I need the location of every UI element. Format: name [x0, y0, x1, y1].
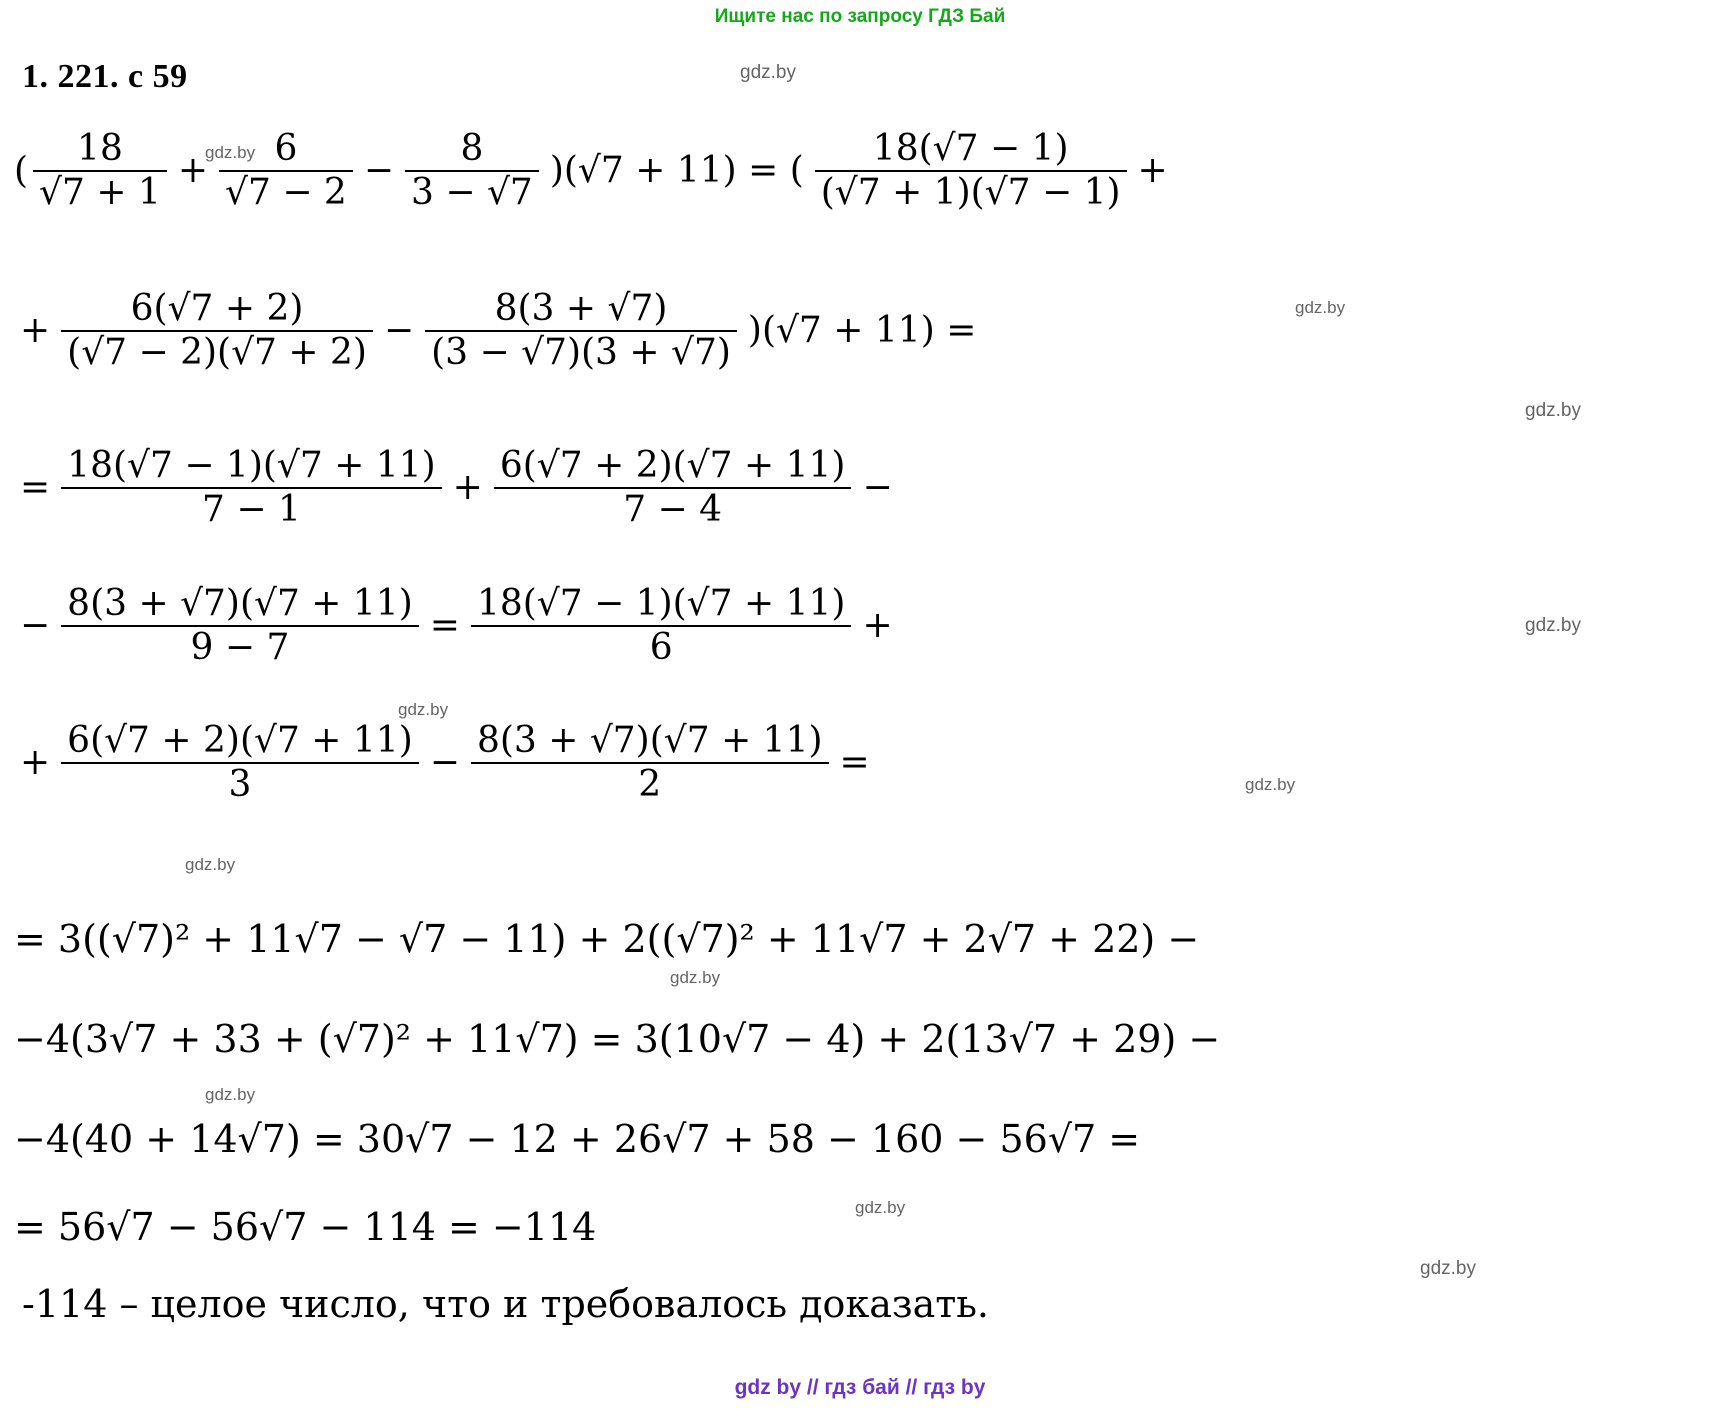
fraction-numerator: 8 [405, 128, 539, 172]
watermark: gdz.by [205, 143, 256, 162]
minus-operator: − [363, 150, 395, 192]
fraction-numerator: 8(3 + √7) [425, 288, 737, 332]
task-number: 1. 221. с 59 [22, 58, 188, 95]
fraction-denominator: √7 − 2 [225, 172, 347, 214]
top-promo-banner: Ищите нас по запросу ГДЗ Бай [714, 6, 1006, 27]
watermark: gdz.by [1525, 400, 1581, 421]
equals-sign: = [429, 605, 460, 647]
watermark: gdz.by [1420, 1258, 1476, 1279]
trailing-minus: − [862, 467, 893, 509]
solution-line-1 [14, 130, 1174, 217]
watermark: gdz.by [1245, 775, 1296, 794]
fraction-18sqrt7minus1-over-product [815, 128, 1127, 215]
trailing-plus: + [1137, 150, 1168, 192]
trailing-expression: )(√7 + 11) = [747, 310, 977, 352]
fraction-18-product-over-7minus1 [61, 445, 442, 532]
bottom-promo-banner: gdz by // гдз бай // гдз by [734, 1376, 986, 1399]
fraction-numerator: 18 [33, 128, 167, 172]
fraction-numerator: 18(√7 − 1)(√7 + 11) [471, 583, 852, 627]
fraction-denominator: 9 − 7 [190, 627, 290, 669]
solution-line-5 [14, 722, 876, 809]
watermark: gdz.by [398, 700, 449, 719]
watermark: gdz.by [740, 62, 796, 83]
open-paren: ( [14, 150, 29, 192]
solution-line-4 [14, 585, 899, 672]
fraction-numerator: 8(3 + √7)(√7 + 11) [61, 583, 419, 627]
solution-line-2 [14, 290, 982, 377]
fraction-6-product-over-7minus4 [494, 445, 852, 532]
fraction-6-over-sqrt7minus2 [219, 128, 353, 215]
fraction-8-product-over-2 [471, 720, 829, 807]
fraction-numerator: 6(√7 + 2)(√7 + 11) [494, 445, 852, 489]
leading-plus: + [20, 742, 51, 784]
equals-sign: = [20, 467, 51, 509]
fraction-denominator: (3 − √7)(3 + √7) [431, 332, 731, 374]
watermark: gdz.by [670, 968, 721, 987]
fraction-6sqrt7plus2-over-product [61, 288, 373, 375]
fraction-denominator: 7 − 1 [201, 489, 301, 531]
plus-operator: + [452, 467, 483, 509]
watermark: gdz.by [1295, 298, 1346, 317]
trailing-plus: + [862, 605, 893, 647]
watermark: gdz.by [1525, 615, 1581, 636]
fraction-18-over-sqrt7plus1 [33, 128, 167, 215]
close-paren-multiplier: )(√7 + 11) = ( [549, 150, 804, 192]
watermark: gdz.by [855, 1198, 906, 1217]
solution-line-3 [14, 447, 899, 534]
fraction-18-product-over-6 [471, 583, 852, 670]
fraction-numerator: 8(3 + √7)(√7 + 11) [471, 720, 829, 764]
fraction-numerator: 6(√7 + 2)(√7 + 11) [61, 720, 419, 764]
trailing-equals: = [839, 742, 870, 784]
plus-operator: + [177, 150, 209, 192]
leading-minus: − [20, 605, 51, 647]
solution-line-8: −4(40 + 14√7) = 30√7 − 12 + 26√7 + 58 − 160 − 56√7 = [14, 1117, 1141, 1161]
watermark: gdz.by [205, 1085, 256, 1104]
solution-line-6: = 3((√7)² + 11√7 − √7 − 11) + 2((√7)² + 11√7 + 2√7 + 22) − [14, 917, 1200, 961]
solution-line-7: −4(3√7 + 33 + (√7)² + 11√7) = 3(10√7 − 4) + 2(13√7 + 29) − [14, 1017, 1221, 1061]
fraction-denominator: 3 [228, 764, 252, 806]
fraction-8-product-over-9minus7 [61, 583, 419, 670]
fraction-numerator: 6 [219, 128, 353, 172]
fraction-6-product-over-3 [61, 720, 419, 807]
fraction-denominator: 3 − √7 [411, 172, 533, 214]
fraction-numerator: 6(√7 + 2) [61, 288, 373, 332]
fraction-denominator: 2 [638, 764, 662, 806]
fraction-denominator: √7 + 1 [39, 172, 161, 214]
watermark: gdz.by [185, 855, 236, 874]
fraction-denominator: (√7 + 1)(√7 − 1) [820, 172, 1121, 214]
fraction-denominator: (√7 − 2)(√7 + 2) [67, 332, 367, 374]
minus-operator: − [383, 310, 415, 352]
fraction-denominator: 6 [649, 627, 673, 669]
leading-plus: + [20, 310, 51, 352]
fraction-numerator: 18(√7 − 1) [815, 128, 1127, 172]
minus-operator: − [429, 742, 460, 784]
solution-line-9: = 56√7 − 56√7 − 114 = −114 [14, 1205, 597, 1249]
fraction-8times3plussqrt7-over-product [425, 288, 737, 375]
fraction-numerator: 18(√7 − 1)(√7 + 11) [61, 445, 442, 489]
fraction-8-over-3minussqrt7 [405, 128, 539, 215]
conclusion-text: -114 – целое число, что и требовалось доказать. [22, 1282, 990, 1326]
fraction-denominator: 7 − 4 [623, 489, 723, 531]
